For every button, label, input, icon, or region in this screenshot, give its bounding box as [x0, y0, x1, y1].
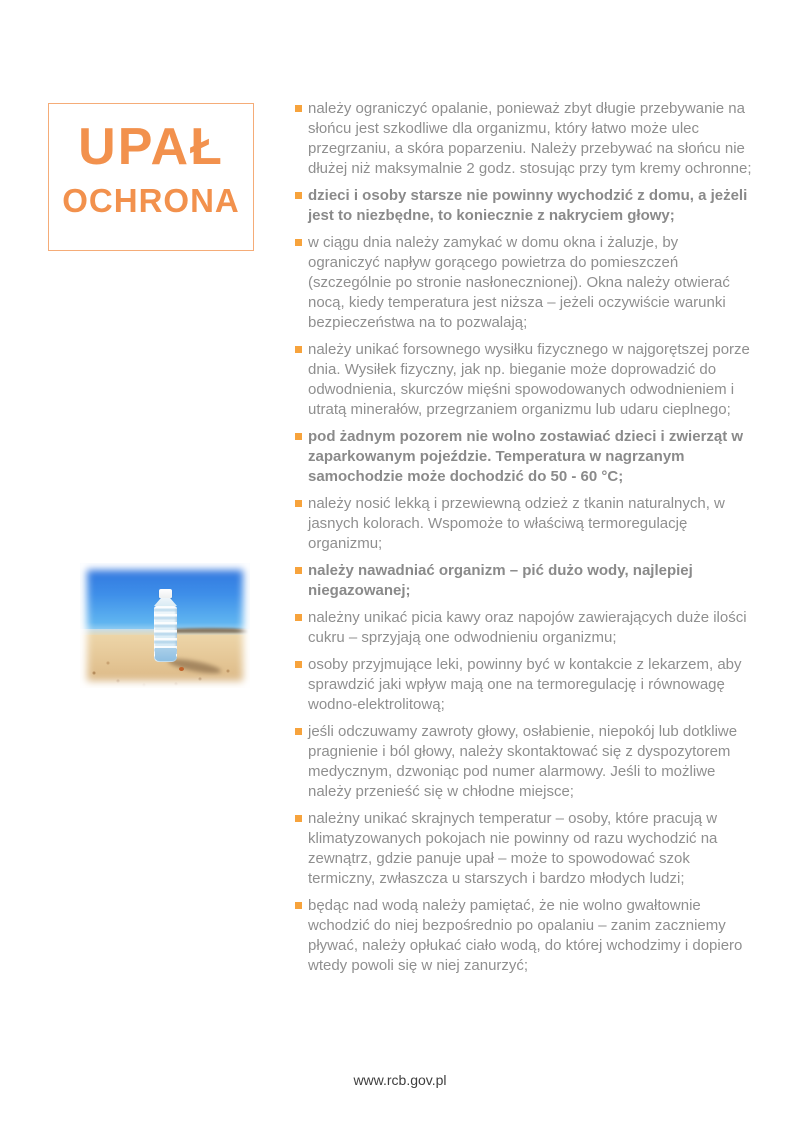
bullet-text: należny unikać picia kawy oraz napojów zawierających duże ilości cukru – sprzyjają one odwodnieniu organizmu;	[308, 609, 747, 646]
list-item	[295, 561, 753, 601]
bullet-text: w ciągu dnia należy zamykać w domu okna i żaluzje, by ograniczyć napływ gorącego powietrza do pomieszczeń (szczególnie po stronie nasłonecznionej). Okna należy otwierać nocą, kiedy temperatura jest niższa – jeżeli oczywiście warunki bezpieczeństwa na to pozwalają;	[308, 234, 730, 331]
footer-url: www.rcb.gov.pl	[353, 1072, 447, 1088]
water-bottle	[154, 589, 177, 662]
list-item	[295, 809, 753, 889]
list-item	[295, 99, 753, 179]
page-title: UPAŁ	[78, 118, 224, 176]
bullet-text: należy nawadniać organizm – pić dużo wody, najlepiej niegazowanej;	[308, 562, 693, 599]
bullet-square-icon	[295, 239, 302, 246]
bullet-square-icon	[295, 433, 302, 440]
bullet-text: będąc nad wodą należy pamiętać, że nie wolno gwałtownie wchodzić do niej bezpośrednio po opalaniu – zanim zaczniemy pływać, należy opłukać ciało wodą, do której wchodzimy i dopiero wtedy powoli się w niej zanurzyć;	[308, 897, 743, 974]
bullet-square-icon	[295, 728, 302, 735]
tips-list	[295, 99, 753, 983]
bottle-body	[154, 606, 177, 662]
list-item	[295, 896, 753, 976]
bullet-square-icon	[295, 105, 302, 112]
bullet-square-icon	[295, 815, 302, 822]
bullet-square-icon	[295, 567, 302, 574]
list-item	[295, 655, 753, 715]
list-item	[295, 608, 753, 648]
sand-pebble	[179, 667, 184, 671]
list-item	[295, 340, 753, 420]
heat-protection-title-box	[48, 103, 254, 251]
list-item	[295, 494, 753, 554]
water-bottle-photo	[80, 563, 250, 688]
bullet-text: osoby przyjmujące leki, powinny być w kontakcie z lekarzem, aby sprawdzić jaki wpływ mają one na termoregulację i równowagę wodno-elektrolitową;	[308, 656, 742, 713]
bottle-cap	[159, 589, 172, 598]
bullet-square-icon	[295, 614, 302, 621]
bullet-square-icon	[295, 346, 302, 353]
bullet-text: należny unikać skrajnych temperatur – osoby, które pracują w klimatyzowanych pokojach nie powinny od razu wychodzić na zewnątrz, gdzie panuje upał – może to spowodować szok termiczny, zwłaszcza u starszych i bardzo młodych ludzi;	[308, 810, 718, 887]
bullet-text: należy ograniczyć opalanie, ponieważ zbyt długie przebywanie na słońcu jest szkodliwe dla organizmu, który łatwo może ulec przegrzaniu, a skóra poparzeniu. Należy przebywać na słońcu nie dłużej niż maksymalnie 2 godz. stosując przy tym kremy ochronne;	[308, 100, 752, 177]
bullet-text: dzieci i osoby starsze nie powinny wychodzić z domu, a jeżeli jest to niezbędne, to koniecznie z nakryciem głowy;	[308, 187, 748, 224]
bullet-square-icon	[295, 661, 302, 668]
bullet-text: należy unikać forsownego wysiłku fizycznego w najgorętszej porze dnia. Wysiłek fizyczny, jak np. bieganie może doprowadzić do odwodnienia, skurczów mięśni spowodowanych odwodnieniem i utratą minerałów, przegrzaniem organizmu lub udaru cieplnego;	[308, 341, 750, 418]
bullet-text: pod żadnym pozorem nie wolno zostawiać dzieci i zwierząt w zaparkowanym pojeździe. Temperatura w nagrzanym samochodzie może dochodzić do 50 - 60 °C;	[308, 428, 744, 485]
bullet-square-icon	[295, 902, 302, 909]
page-subtitle: OCHRONA	[62, 182, 240, 219]
bullet-text: należy nosić lekką i przewiewną odzież z tkanin naturalnych, w jasnych kolorach. Wspomoże to właściwą termoregulację organizmu;	[308, 495, 725, 552]
bullet-square-icon	[295, 500, 302, 507]
bottle-neck	[154, 598, 177, 606]
list-item	[295, 427, 753, 487]
list-item	[295, 722, 753, 802]
list-item	[295, 186, 753, 226]
bullet-square-icon	[295, 192, 302, 199]
bullet-text: jeśli odczuwamy zawroty głowy, osłabienie, niepokój lub dotkliwe pragnienie i ból głowy, należy skontaktować się z dyspozytorem medycznym, dzwoniąc pod numer alarmowy. Jeśli to możliwe należy przenieść się w chłodne miejsce;	[308, 723, 738, 800]
list-item	[295, 233, 753, 333]
